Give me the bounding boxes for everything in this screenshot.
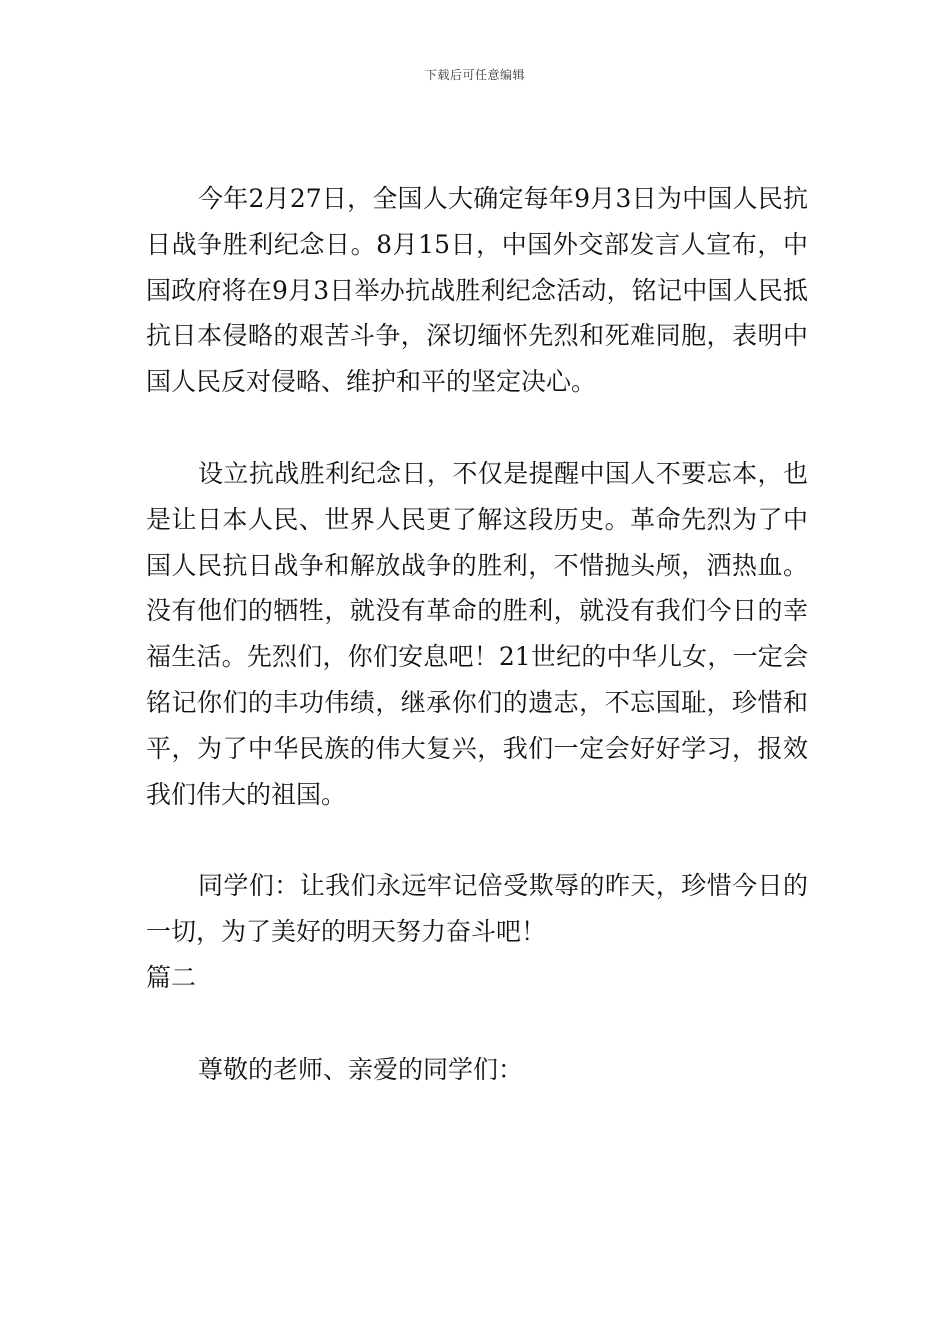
paragraph-gap <box>146 817 808 863</box>
paragraph-1: 今年2月27日，全国人大确定每年9月3日为中国人民抗日战争胜利纪念日。8月15日，中国外交部发言人宣布，中国政府将在9月3日举办抗战胜利纪念活动，铭记中国人民抵抗日本侵略的艰苦斗争，深切缅怀先烈和死难同胞，表明中国人民反对侵略、维护和平的坚定决心。 <box>146 184 808 397</box>
document-body <box>146 176 808 1093</box>
salutation: 尊敬的老师、亲爱的同学们： <box>198 1054 524 1084</box>
paragraph-3: 同学们：让我们永远牢记倍受欺辱的昨天，珍惜今日的一切，为了美好的明天努力奋斗吧！ <box>146 871 808 947</box>
section-heading: 篇二 <box>146 962 197 992</box>
page-header: 下载后可任意编辑 <box>424 68 525 82</box>
paragraph-gap <box>146 405 808 451</box>
paragraph-2: 设立抗战胜利纪念日，不仅是提醒中国人不要忘本，也是让日本人民、世界人民更了解这段历史。革命先烈为了中国人民抗日战争和解放战争的胜利，不惜抛头颅，洒热血。没有他们的牺牲，就没有革命的胜利，就没有我们今日的幸福生活。先烈们，你们安息吧！21世纪的中华儿女，一定会铭记你们的丰功伟绩，继承你们的遗志，不忘国耻，珍惜和平，为了中华民族的伟大复兴，我们一定会好好学习，报效我们伟大的祖国。 <box>146 458 808 809</box>
paragraph-gap <box>146 1001 808 1047</box>
